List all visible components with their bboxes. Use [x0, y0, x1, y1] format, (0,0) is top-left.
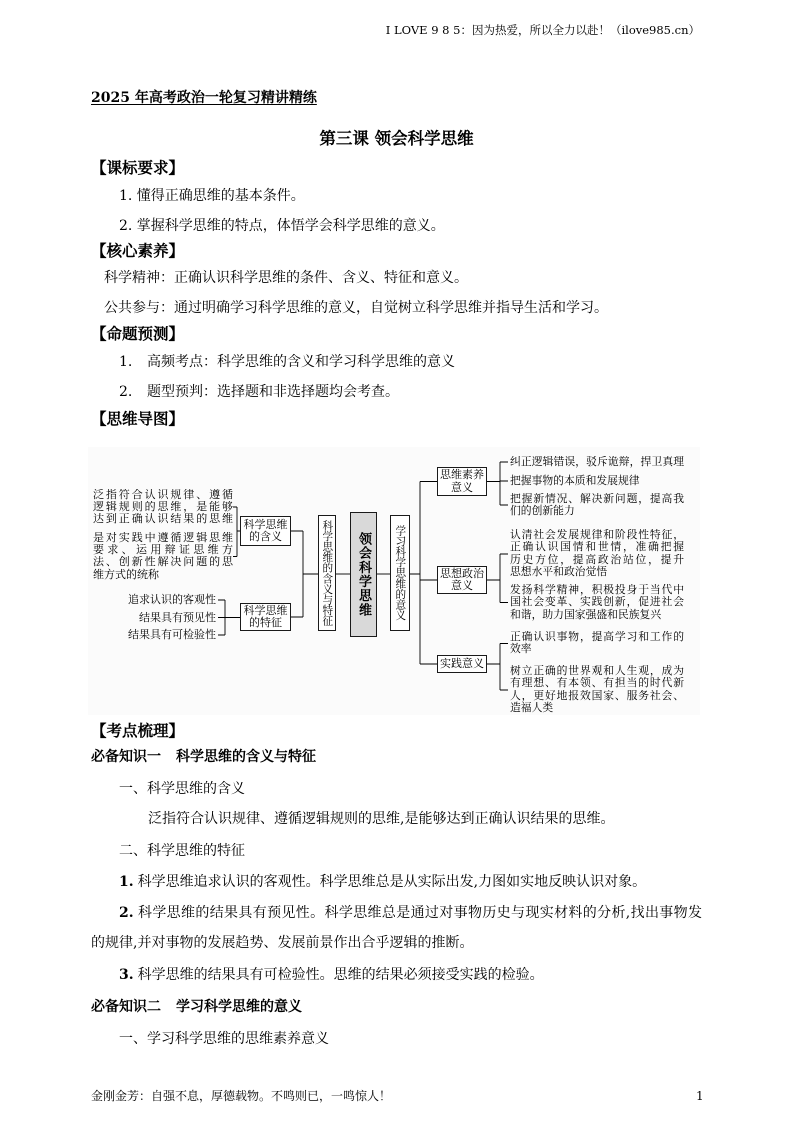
subheading: 一、科学思维的含义 — [119, 781, 245, 797]
connector-line — [410, 482, 437, 665]
mind-map — [88, 447, 700, 715]
connector-line — [291, 531, 318, 617]
knowledge-heading-1 — [91, 747, 316, 767]
note-line: 国社会变革、实践创新，促进社会 — [510, 596, 684, 609]
section-heading-prediction: 【命题预测】 — [91, 324, 185, 343]
page-number: 1 — [696, 1089, 704, 1103]
node-label: 科学思维 — [243, 603, 288, 617]
document-title: 2025 年高考政治一轮复习精讲精练 — [91, 90, 317, 106]
note-line: 历史方位，提高政治站位，提升 — [510, 553, 684, 566]
note-line: 是对实践中遵循逻辑思维 — [93, 531, 233, 544]
literacy-item: 公共参与：通过明确学习科学思维的意义，自觉树立科学思维并指导生活和学习。 — [104, 300, 608, 316]
mind-map-node-practice — [437, 655, 487, 673]
mind-map-node-political — [437, 566, 487, 594]
section-heading-literacy: 【核心素养】 — [91, 241, 185, 260]
note-line: 维方式的统称 — [93, 567, 159, 581]
note-line: 泛指符合认识规律、遵循 — [93, 488, 233, 501]
knowledge-heading-2 — [91, 997, 302, 1017]
literacy-item: 科学精神：正确认识科学思维的条件、含义、特征和意义。 — [104, 270, 468, 286]
branch-label: 科学思维的含义与特征 — [321, 520, 334, 626]
node-label: 实践意义 — [440, 656, 484, 670]
footer-motto: 金刚金芳：自强不息，厚德载物。不鸣则已，一鸣惊人！ — [91, 1089, 392, 1103]
mind-map-note — [510, 631, 684, 656]
note-line: 和谐，助力国家强盛和民族复兴 — [510, 607, 662, 621]
mind-map-note — [510, 456, 684, 469]
section-heading-curriculum: 【课标要求】 — [91, 158, 185, 177]
feature-text: 科学思维追求认识的客观性。科学思维总是从实际出发,力图如实地反映认识对象。 — [137, 874, 647, 890]
node-label: 科学思维 — [243, 517, 288, 531]
note-line: 法、创新性解决问题的思 — [93, 556, 233, 569]
note-line: 要求、运用辩证思维方 — [93, 544, 233, 557]
node-label: 的特征 — [249, 616, 282, 629]
note-line: 们的创新能力 — [510, 504, 575, 518]
note-line: 思想水平和政治觉悟 — [510, 565, 608, 579]
note-line: 效率 — [510, 642, 532, 656]
mind-map-branch-right — [390, 515, 410, 631]
note-line: 正确认识事物，提高学习和工作的 — [510, 630, 684, 643]
mind-map-note — [93, 489, 233, 526]
feature-item — [119, 903, 702, 923]
feature-item — [119, 872, 646, 892]
feature-number: 2. — [119, 905, 134, 921]
node-label: 思想政治 — [440, 566, 484, 580]
section-heading-mindmap: 【思维导图】 — [91, 409, 185, 428]
note-line: 有理想、有本领、有担当的时代新 — [510, 677, 684, 690]
branch-label: 学习科学思维的意义 — [394, 525, 407, 621]
note-line: 人，更好地报效国家、服务社会、 — [510, 689, 684, 702]
knowledge-title: 科学思维的含义与特征 — [176, 749, 316, 765]
mind-map-node-thinking-literacy — [437, 467, 487, 496]
feature-number: 3. — [119, 967, 134, 983]
curriculum-item: 1. 懂得正确思维的基本条件。 — [119, 188, 305, 204]
connector-line — [487, 644, 508, 691]
feature-text: 科学思维的结果具有预见性。科学思维总是通过对事物历史与现实材料的分析,找出事物发 — [137, 905, 702, 921]
note-line: 发扬科学精神，积极投身于当代中 — [510, 583, 684, 596]
note-line: 树立正确的世界观和人生观，成为 — [510, 664, 684, 677]
mind-map-branch-left — [318, 515, 336, 631]
connector-line — [218, 600, 240, 635]
mind-map-note — [510, 475, 684, 488]
section-heading-review: 【考点梳理】 — [91, 721, 185, 740]
prediction-text: 高频考点：科学思维的含义和学习科学思维的意义 — [147, 354, 455, 370]
definition-text: 泛指符合认识规律、遵循逻辑规则的思维,是能够达到正确认识结果的思维。 — [148, 811, 615, 827]
prediction-number: 1. — [119, 354, 133, 370]
note-line: 认清社会发展规律和阶段性特征， — [510, 528, 684, 541]
prediction-number: 2. — [119, 384, 133, 400]
prediction-item — [119, 382, 399, 402]
note-line: 把握事物的本质和发展规律 — [510, 473, 640, 487]
node-label: 的含义 — [249, 530, 282, 543]
connector-line — [487, 554, 508, 603]
note-line: 把握新情况、解决新问题，提高我 — [510, 492, 684, 505]
mind-map-note — [510, 665, 684, 715]
note-line: 正确认识国情和世情，准确把握 — [510, 541, 684, 554]
connector-line — [487, 462, 508, 505]
note-line: 造福人类 — [510, 701, 554, 715]
curriculum-item: 2. 掌握科学思维的特点，体悟学会科学思维的意义。 — [119, 218, 445, 234]
prediction-text: 题型预判：选择题和非选择题均会考查。 — [147, 384, 399, 400]
knowledge-label: 必备知识一 — [91, 749, 161, 765]
mind-map-note — [510, 493, 684, 518]
node-label: 意义 — [451, 480, 473, 494]
note-line: 追求认识的客观性 — [128, 593, 216, 606]
mind-map-note — [93, 532, 233, 581]
mind-map-node-meaning — [240, 516, 291, 546]
note-line: 结果具有可检验性 — [128, 628, 216, 641]
note-line: 结果具有预见性 — [139, 610, 216, 624]
node-label: 意义 — [451, 579, 473, 592]
prediction-item — [119, 352, 455, 372]
subheading: 一、学习科学思维的思维素养意义 — [119, 1031, 329, 1047]
connector-line — [233, 507, 240, 557]
knowledge-label: 必备知识二 — [91, 999, 161, 1015]
node-label: 思维素养 — [440, 468, 484, 481]
feature-text-continuation: 的规律,并对事物的发展趋势、发展前景作出合乎逻辑的推断。 — [91, 935, 474, 951]
feature-number: 1. — [119, 874, 134, 890]
note-line: 达到正确认识结果的思维 — [93, 513, 233, 526]
knowledge-title: 学习科学思维的意义 — [176, 999, 302, 1015]
mind-map-feature-notes — [116, 591, 216, 644]
site-header: I LOVE 9 8 5：因为热爱，所以全力以赴！（ilove985.cn） — [385, 23, 700, 37]
mind-map-root — [350, 512, 377, 637]
feature-item — [119, 965, 544, 985]
mind-map-node-features — [240, 603, 291, 631]
feature-text: 科学思维的结果具有可检验性。思维的结果必须接受实践的检验。 — [137, 967, 544, 983]
note-line: 逻辑规则的思维，是能够 — [93, 501, 233, 514]
mind-map-note — [510, 529, 684, 579]
subheading: 二、科学思维的特征 — [119, 843, 245, 859]
note-line: 纠正逻辑错误，驳斥诡辩，捍卫真理 — [510, 455, 684, 468]
root-label: 领会科学思维 — [356, 531, 371, 618]
mind-map-note — [510, 584, 684, 622]
lesson-title: 第三课 领会科学思维 — [319, 129, 474, 148]
